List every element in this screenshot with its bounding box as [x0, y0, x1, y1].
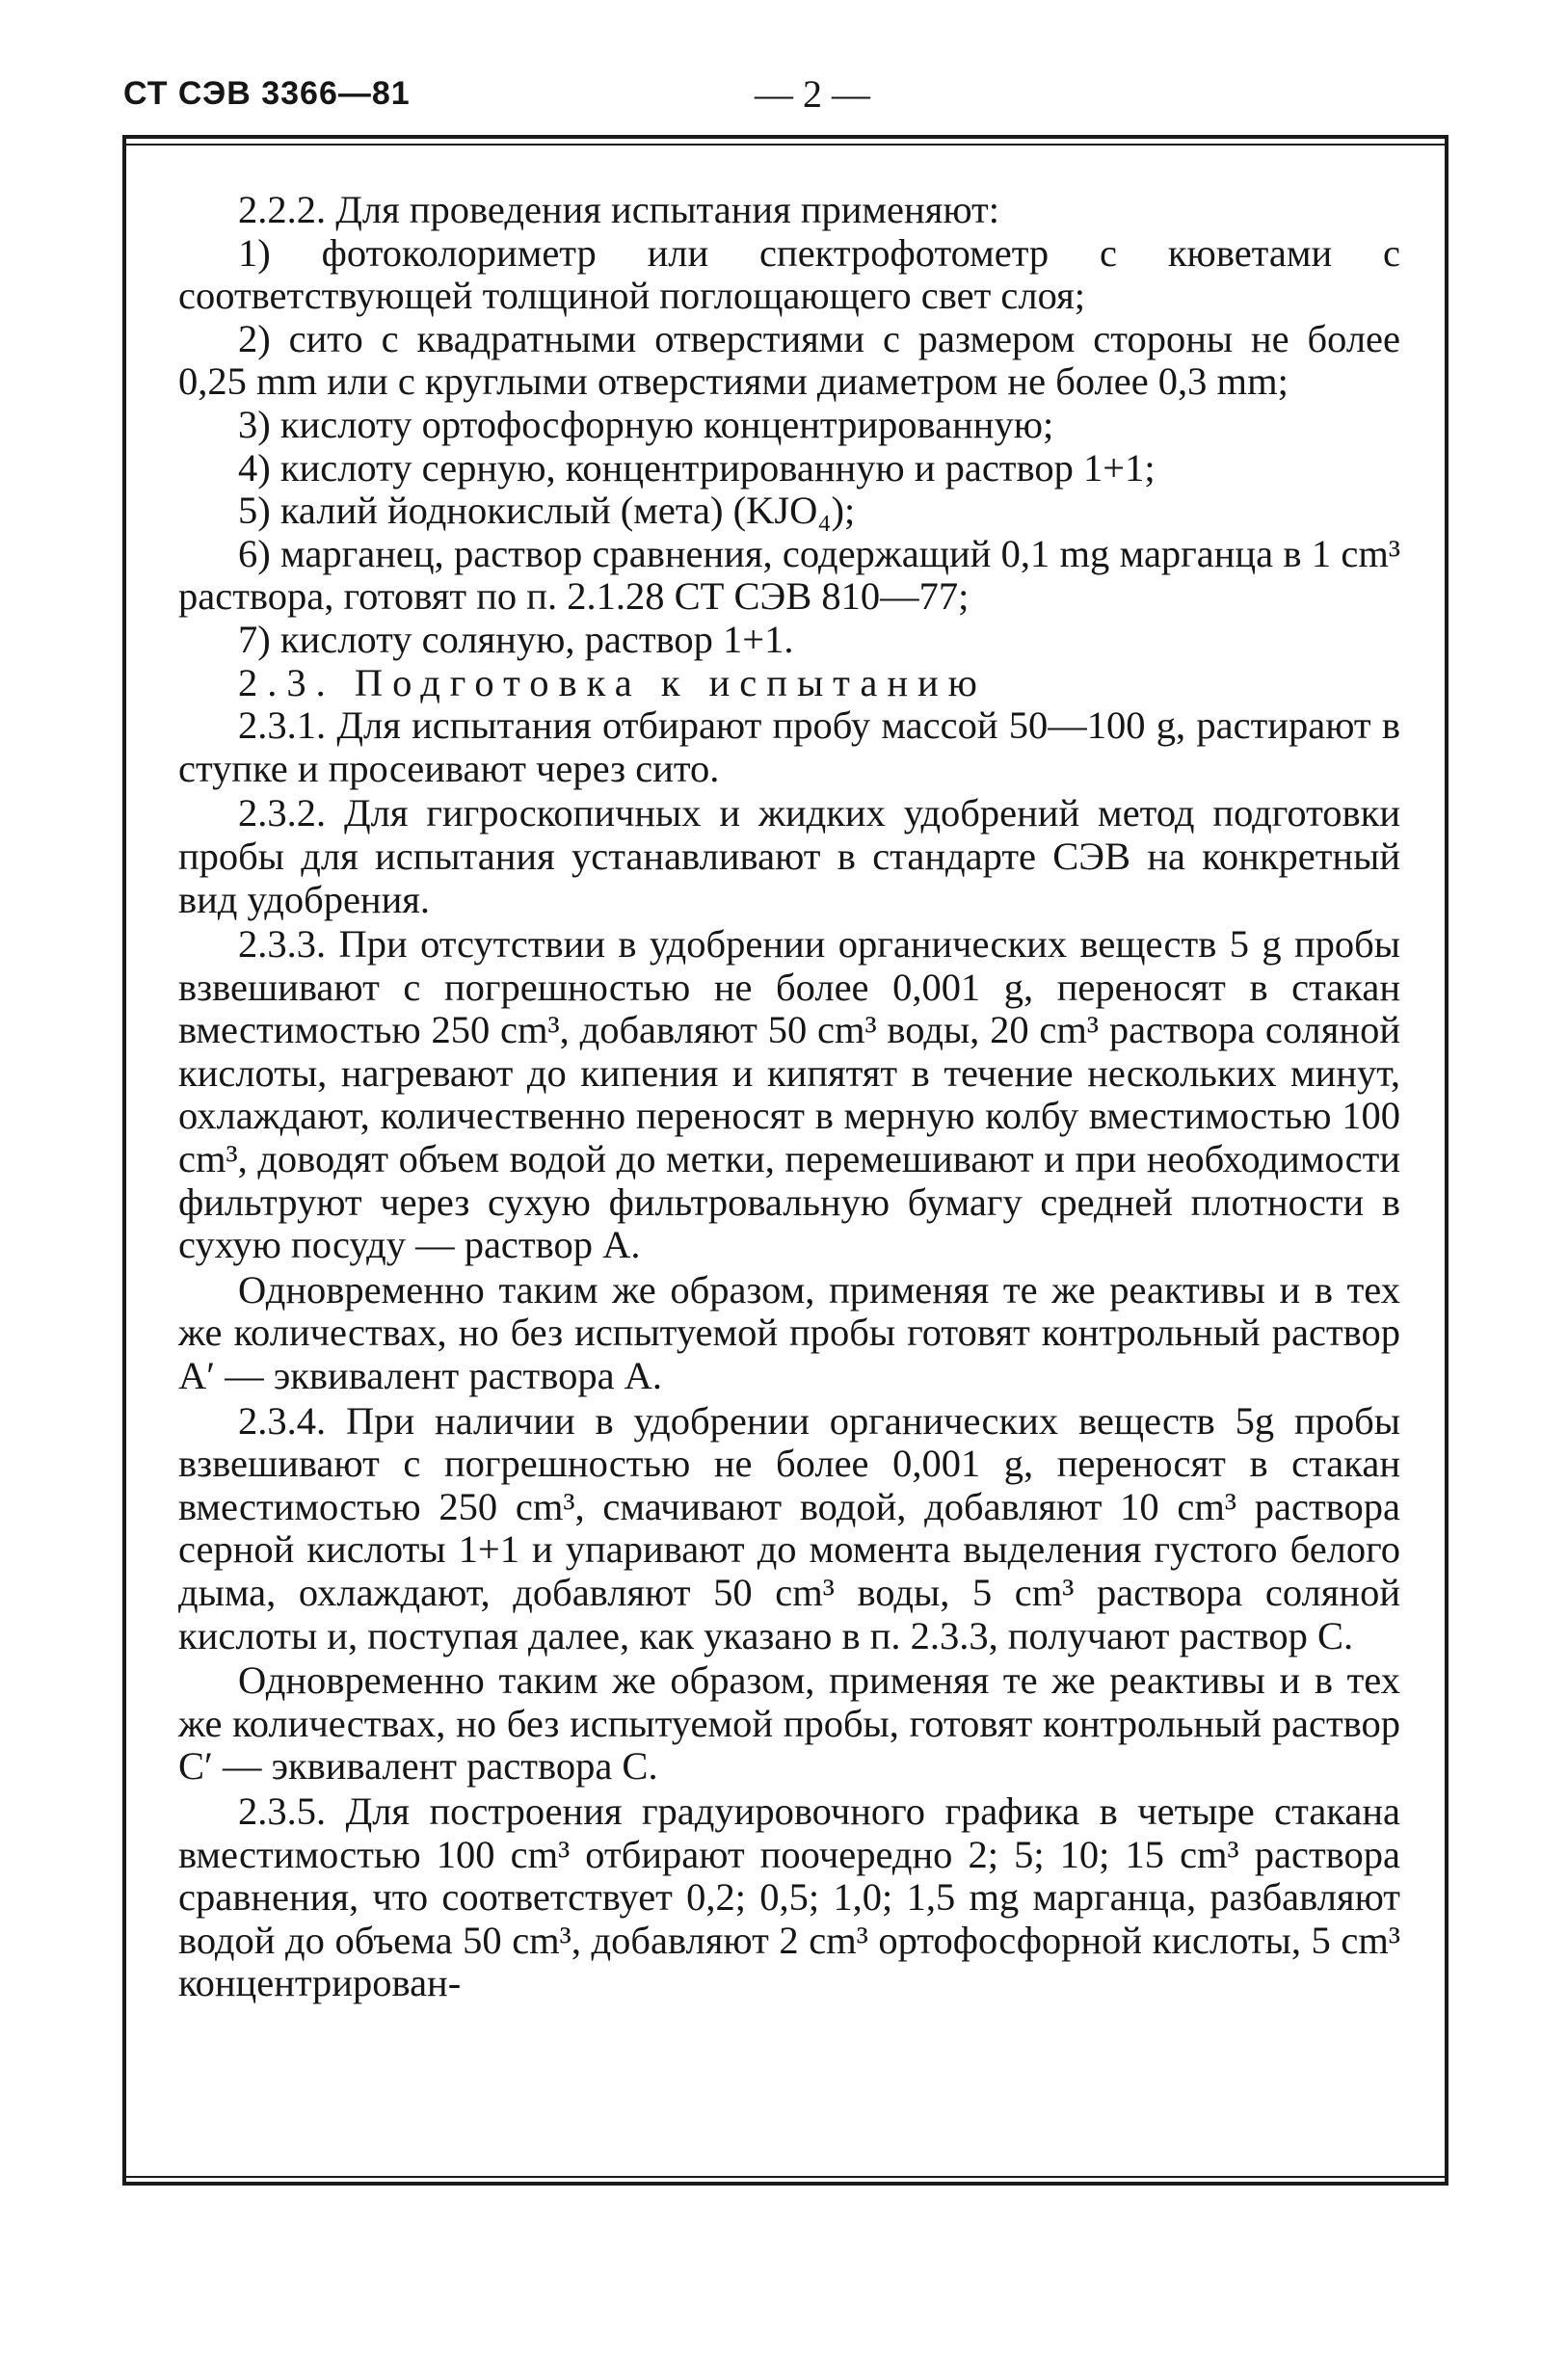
list-item-3: 3) кислоту ортофосфорную концентрированную;	[238, 402, 1054, 446]
clause-2-3-2: 2.3.2. Для гигроскопичных и жидких удобрений метод подготовки пробы для испытания устанавливают в стандарте СЭВ на конкретный вид удобрения.	[178, 791, 1400, 921]
page-number: — 2 —	[755, 72, 870, 116]
page-header	[123, 72, 1453, 133]
clause-2-3-5: 2.3.5. Для построения градуировочного графика в четыре стакана вместимостью 100 cm³ отбирают поочередно 2; 5; 10; 15 cm³ раствора сравнения, что соответствует 0,2; 0,5; 1,0; 1,5 mg марганца, разбавляют водой до объема 50 cm³, добавляют 2 cm³ ортофосфорной кислоты, 5 cm³ концентрирован-	[178, 1789, 1400, 2005]
list-item-5: 5) калий йоднокислый (мета) (KJO₄);	[238, 489, 856, 533]
list-item-7: 7) кислоту соляную, раствор 1+1.	[238, 617, 794, 661]
list-item-4: 4) кислоту серную, концентрированную и раствор 1+1;	[238, 445, 1156, 490]
list-item-2: 2) сито с квадратными отверстиями с размером стороны не более 0,25 mm или с круглыми отверстиями диаметром не более 0,3 mm;	[178, 316, 1400, 404]
clause-2-3-1: 2.3.1. Для испытания отбирают пробу массой 50—100 g, растирают в ступке и просеивают через сито.	[178, 703, 1400, 790]
list-item-6: 6) марганец, раствор сравнения, содержащий 0,1 mg марганца в 1 cm³ раствора, готовят по п. 2.1.28 СТ СЭВ 810—77;	[178, 531, 1400, 619]
section-heading-2-3: 2.3. Подготовка к испытанию	[238, 660, 987, 704]
list-item-1: 1) фотоколориметр или спектрофотометр с кюветами с соответствующей толщиной поглощающего свет слоя;	[178, 230, 1400, 318]
clause-2-3-3: 2.3.3. При отсутствии в удобрении органических веществ 5 g пробы взвешивают с погрешностью не более 0,001 g, переносят в стакан вместимостью 250 cm³, добавляют 50 cm³ воды, 20 cm³ раствора соляной кислоты, нагревают до кипения и кипятят в течение нескольких минут, охлаждают, количественно переносят в мерную колбу вместимостью 100 cm³, доводят объем водой до метки, перемешивают и при необходимости фильтруют через сухую фильтровальную бумагу средней плотности в сухую посуду — раствор А.	[178, 922, 1400, 1267]
clause-2-2-2: 2.2.2. Для проведения испытания применяют:	[238, 188, 1000, 231]
standard-code: СТ СЭВ 3366—81	[123, 75, 411, 112]
control-solution-c: Одновременно таким же образом, применяя те же реактивы и в тех же количествах, но без испытуемой пробы, готовят контрольный раствор С′ — эквивалент раствора С.	[178, 1658, 1400, 1789]
document-body	[178, 189, 1400, 2005]
clause-2-3-4: 2.3.4. При наличии в удобрении органических веществ 5g пробы взвешивают с погрешностью не более 0,001 g, переносят в стакан вместимостью 250 cm³, смачивают водой, добавляют 10 cm³ раствора серной кислоты 1+1 и упаривают до момента выделения густого белого дыма, охлаждают, добавляют 50 cm³ воды, 5 cm³ раствора соляной кислоты и, поступая далее, как указано в п. 2.3.3, получают раствор С.	[178, 1398, 1400, 1657]
control-solution-a: Одновременно таким же образом, применяя те же реактивы и в тех же количествах, но без испытуемой пробы готовят контрольный раствор А′ — эквивалент раствора А.	[178, 1267, 1400, 1398]
